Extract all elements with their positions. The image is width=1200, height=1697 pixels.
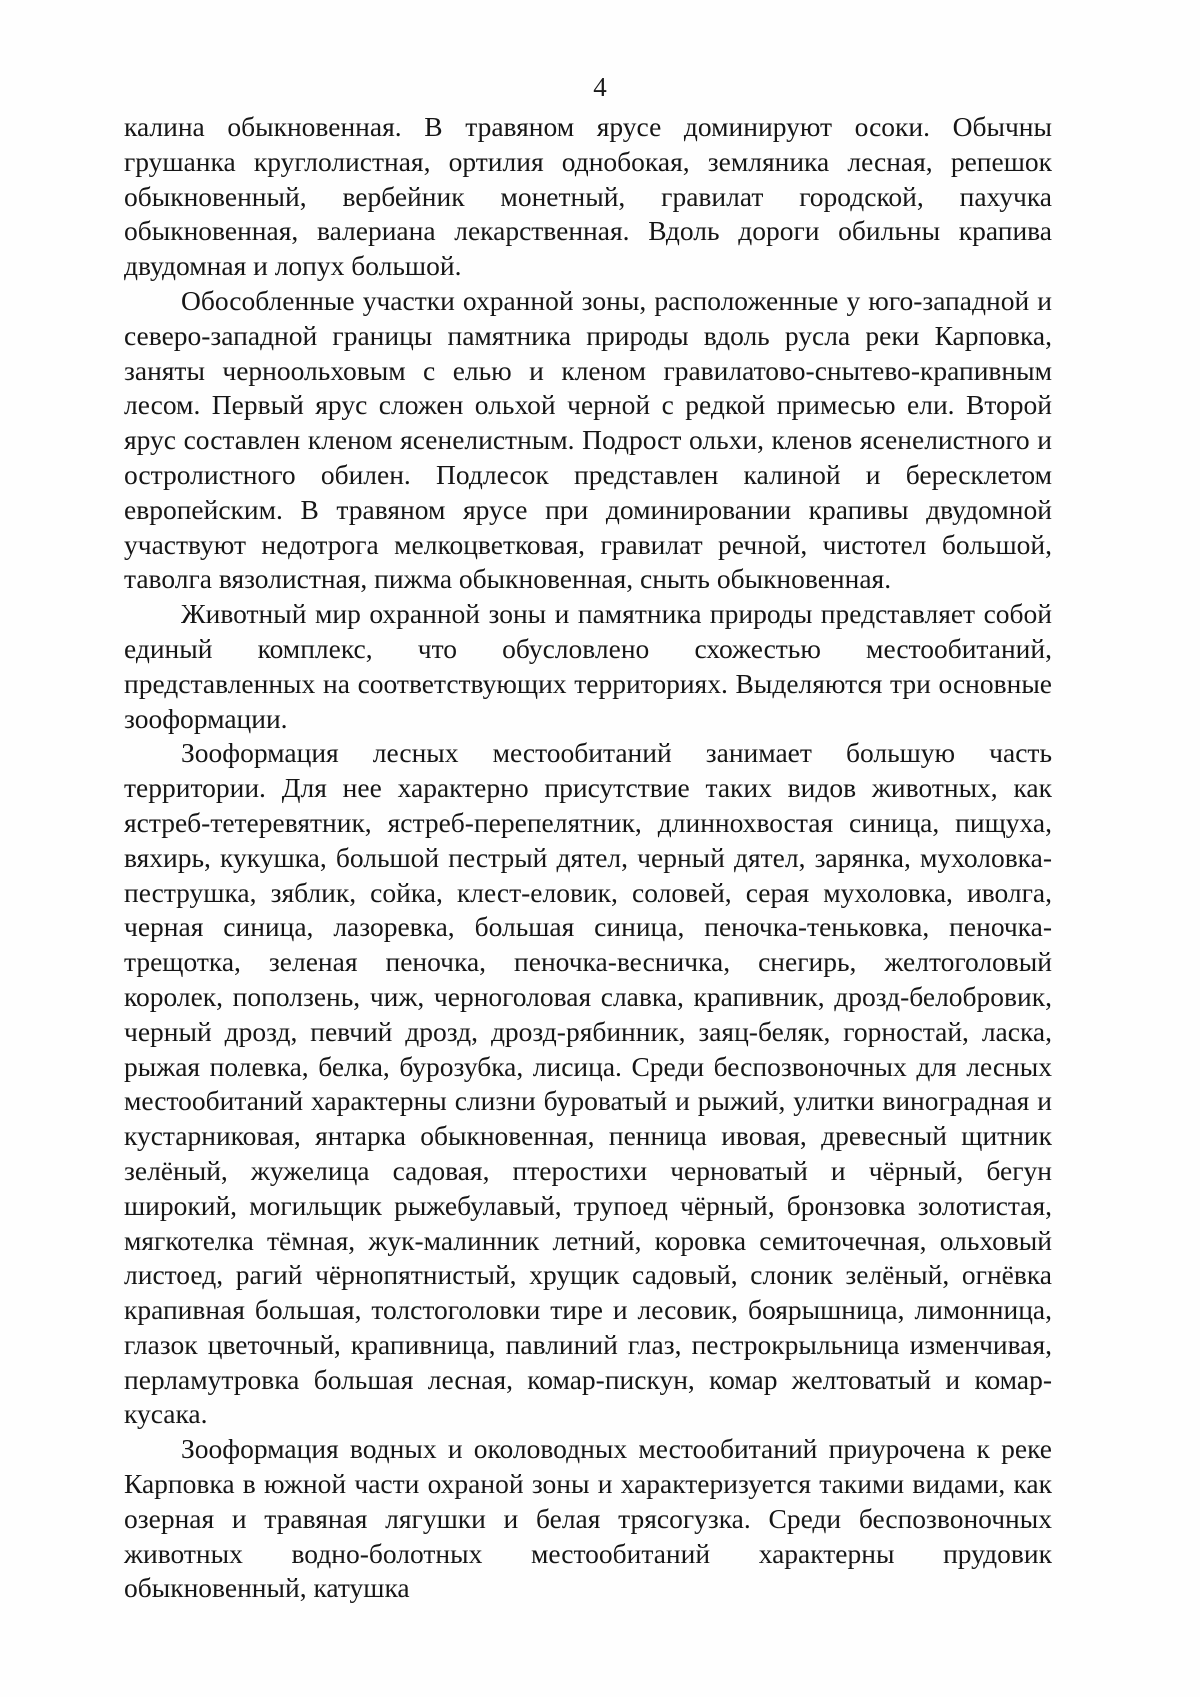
paragraph-forest-zooformation: Зооформация лесных местообитаний занимает большую часть территории. Для нее характерно присутствие таких видов животных, как ястреб-тетеревятник, ястреб-перепелятник, длиннохвостая синица, пищуха, вяхирь, кукушка, большой пестрый дятел, черный дятел, зарянка, мухоловка-пеструшка, зяблик, сойка, клест-еловик, соловей, серая мухоловка, иволга, черная синица, лазоревка, большая синица, пеночка-теньковка, пеночка-трещотка, зеленая пеночка, пеночка-весничка, снегирь, желтоголовый королек, поползень, чиж, черноголовая славка, крапивник, дрозд-белобровик, черный дрозд, певчий дрозд, дрозд-рябинник, заяц-беляк, горностай, ласка, рыжая полевка, белка, бурозубка, лисица. Среди беспозвоночных для лесных местообитаний характерны слизни буроватый и рыжий, улитки виноградная и кустарниковая, янтарка обыкновенная, пенница ивовая, древесный щитник зелёный, жужелица садовая, птеростихи черноватый и чёрный, бегун широкий, могильщик рыжебулавый, трупоед чёрный, бронзовка золотистая, мягкотелка тёмная, жук-малинник летний, коровка семиточечная, ольховый листоед, рагий чёрнопятнистый, хрущик садовый, слоник зелёный, огнёвка крапивная большая, толстоголовки тире и лесовик, боярышница, лимонница, глазок цветочный, крапивница, павлиний глаз, пестрокрыльница изменчивая, перламутровка большая лесная, комар-пискун, комар желтоватый и комар-кусака. xyxy=(124,737,1052,1430)
paragraph-protected-zone-forest: Обособленные участки охранной зоны, расположенные у юго-западной и северо-западной границы памятника природы вдоль русла реки Карповка, заняты черноольховым с елью и кленом гравилатово-снытево-крапивным лесом. Первый ярус сложен ольхой черной с редкой примесью ели. Второй ярус составлен кленом ясенелистным. Подрост ольхи, кленов ясенелистного и остролистного обилен. Подлесок представлен калиной и бересклетом европейским. В травяном ярусе при доминировании крапивы двудомной участвуют недотрога мелкоцветковая, гравилат речной, чистотел большой, таволга вязолистная, пижма обыкновенная, сныть обыкновенная. xyxy=(124,284,1052,595)
paragraph-plants-continued: калина обыкновенная. В травяном ярусе доминируют осоки. Обычны грушанка круглолистная, ортилия однобокая, земляника лесная, репешок обыкновенный, вербейник монетный, гравилат городской, пахучка обыкновенная, валериана лекарственная. Вдоль дороги обильны крапива двудомная и лопух большой. xyxy=(124,111,1052,282)
document-body xyxy=(124,110,1052,1606)
paragraph-water-zooformation: Зооформация водных и околоводных местообитаний приурочена к реке Карповка в южной части охраной зоны и характеризуется такими видами, как озерная и травяная лягушки и белая трясогузка. Среди беспозвоночных животных водно-болотных местообитаний характерны прудовик обыкновенный, катушка xyxy=(124,1433,1052,1604)
paragraph-fauna-overview: Животный мир охранной зоны и памятника природы представляет собой единый комплекс, что обусловлено схожестью местообитаний, представленных на соответствующих территориях. Выделяются три основные зооформации. xyxy=(124,598,1052,734)
page-number: 4 xyxy=(593,72,607,102)
